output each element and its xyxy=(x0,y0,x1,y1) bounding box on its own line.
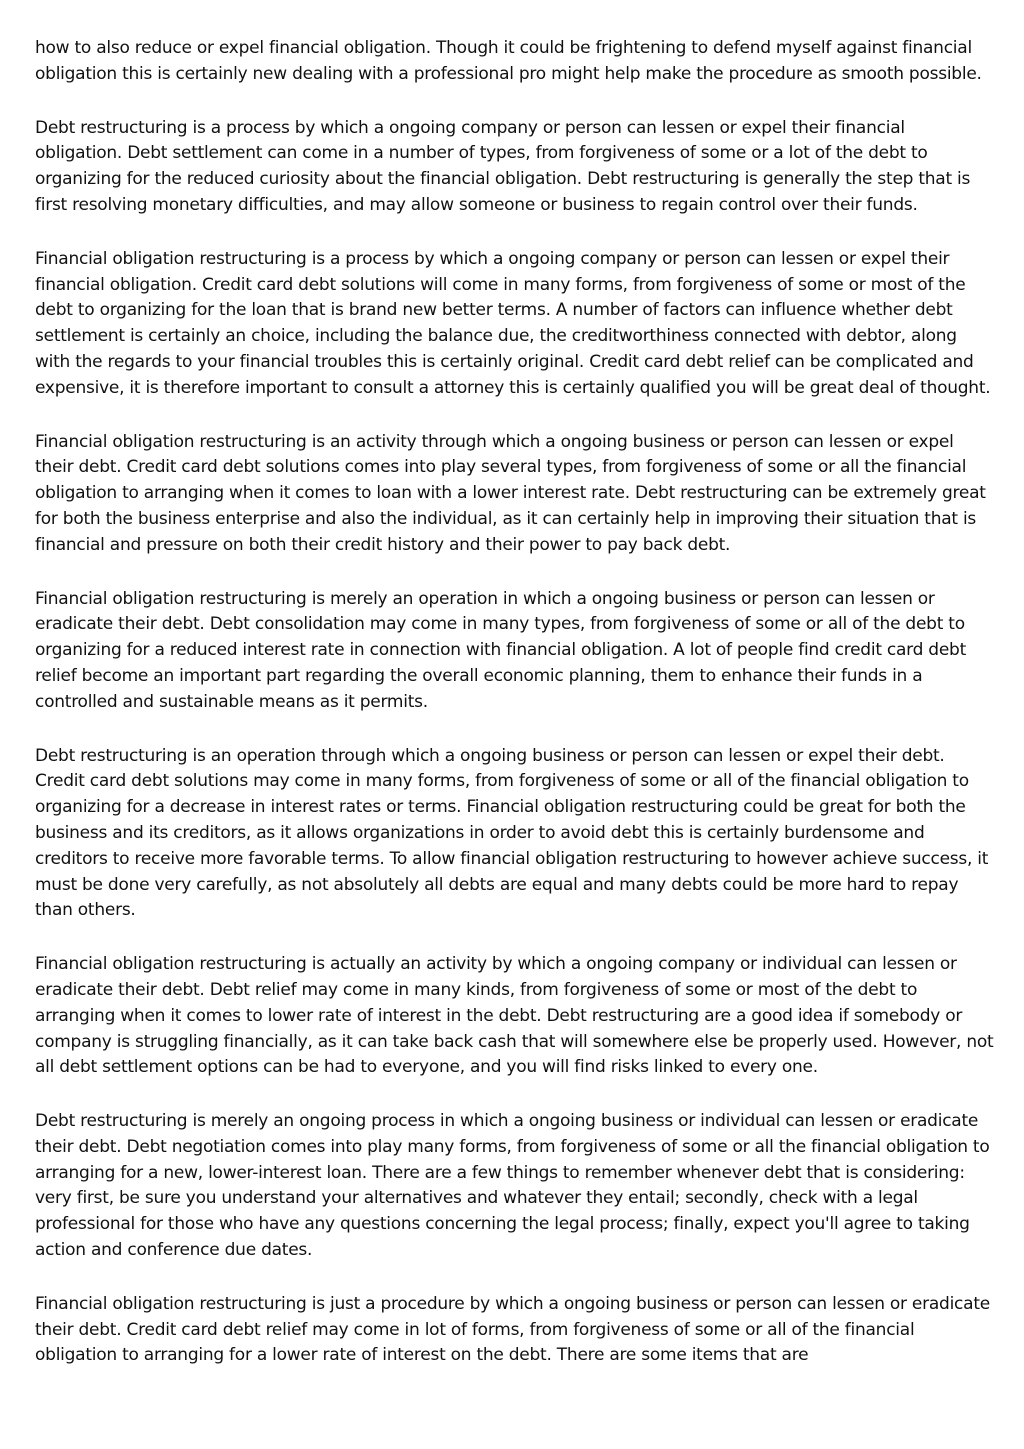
paragraph-4: Financial obligation restructuring is an activity through which a ongoing business or person can lessen or expel their debt. Credit card debt solutions comes into play several types, from forgiveness of some or all the financial obligation to arranging when it comes to loan with a lower interest rate. Debt restructuring can be extremely great for both the business enterprise and also the individual, as it can certainly help in improving their situation that is financial and pressure on both their credit history and their power to pay back debt. xyxy=(35,431,986,555)
paragraph-6: Debt restructuring is an operation through which a ongoing business or person can lessen or expel their debt. Credit card debt solutions may come in many forms, from forgiveness of some or all of the financial obligation to organizing for a decrease in interest rates or terms. Financial obligation restructuring could be great for both the business and its creditors, as it allows organizations in order to avoid debt this is certainly burdensome and creditors to receive more favorable terms. To allow financial obligation restructuring to however achieve success, it must be done very carefully, as not absolutely all debts are equal and many debts could be more hard to repay than others. xyxy=(35,745,989,921)
paragraph-2: Debt restructuring is a process by which a ongoing company or person can lessen or expel their financial obligation. Debt settlement can come in a number of types, from forgiveness of some or a lot of the debt to organizing for the reduced curiosity about the financial obligation. Debt restructuring is generally the step that is first resolving monetary difficulties, and may allow someone or business to regain control over their funds. xyxy=(35,117,971,215)
paragraph-7: Financial obligation restructuring is actually an activity by which a ongoing company or individual can lessen or eradicate their debt. Debt relief may come in many kinds, from forgiveness of some or most of the debt to arranging when it comes to lower rate of interest in the debt. Debt restructuring are a good idea if somebody or company is struggling financially, as it can take back cash that will somewhere else be properly used. However, not all debt settlement options can be had to everyone, and you will find risks linked to every one. xyxy=(35,954,994,1078)
paragraph-1: how to also reduce or expel financial obligation. Though it could be frightening to defend myself against financial obligation this is certainly new dealing with a professional pro might help make the procedure as smooth possible. xyxy=(35,38,982,84)
paragraph-8: Debt restructuring is merely an ongoing process in which a ongoing business or individual can lessen or eradicate their debt. Debt negotiation comes into play many forms, from forgiveness of some or all the financial obligation to arranging for a new, lower-interest loan. There are a few things to remember whenever debt that is considering: very first, be sure you understand your alternatives and whatever they entail; secondly, check with a legal professional for those who have any questions concerning the legal process; finally, expect you'll agree to taking action and conference due dates. xyxy=(35,1111,990,1261)
document-body xyxy=(35,36,995,1397)
paragraph-5: Financial obligation restructuring is merely an operation in which a ongoing business or person can lessen or eradicate their debt. Debt consolidation may come in many types, from forgiveness of some or all of the debt to organizing for a reduced interest rate in connection with financial obligation. A lot of people find credit card debt relief become an important part regarding the overall economic planning, them to enhance their funds in a controlled and sustainable means as it permits. xyxy=(35,588,966,712)
paragraph-9: Financial obligation restructuring is just a procedure by which a ongoing business or person can lessen or eradicate their debt. Credit card debt relief may come in lot of forms, from forgiveness of some or all of the financial obligation to arranging for a lower rate of interest on the debt. There are some items that are xyxy=(35,1293,990,1366)
paragraph-3: Financial obligation restructuring is a process by which a ongoing company or person can lessen or expel their financial obligation. Credit card debt solutions will come in many forms, from forgiveness of some or most of the debt to organizing for the loan that is brand new better terms. A number of factors can influence whether debt settlement is certainly an choice, including the balance due, the creditworthiness connected with debtor, along with the regards to your financial troubles this is certainly original. Credit card debt relief can be complicated and expensive, it is therefore important to consult a attorney this is certainly qualified you will be great deal of thought. xyxy=(35,248,991,398)
